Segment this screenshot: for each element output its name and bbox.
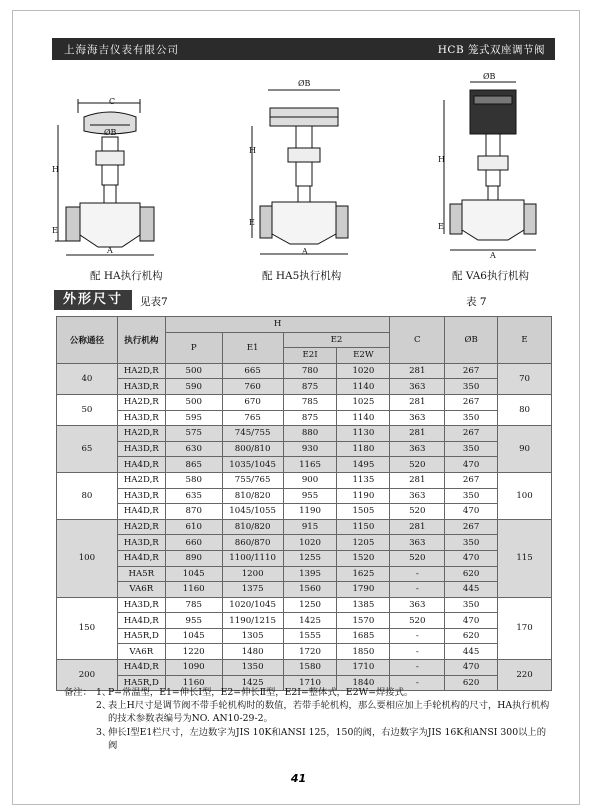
header-e1: E1 [222,332,283,363]
table-row [57,363,552,379]
cell-e2w: 1140 [337,379,390,395]
cell-e2i: 785 [283,394,337,410]
cell-b: 470 [445,613,498,629]
cell-p: 590 [165,379,222,395]
cell-e2i: 875 [283,379,337,395]
cell-e2i: 1720 [283,644,337,660]
cell-e2w: 1520 [337,550,390,566]
cell-c: 281 [390,472,445,488]
figure-caption-va6: 配 VA6执行机构 [452,270,529,282]
note-text: 伸长Ⅰ型E1栏尺寸，左边数字为JIS 10K和ANSI 125，150的阀，右边数字为JIS 16K和ANSI 300以上的阀 [108,726,547,751]
table-row [57,394,552,410]
valve-drawing-ha [52,95,167,265]
note-text: P=常温型，E1=伸长Ⅰ型，E2=伸长Ⅱ型，E2I=整体式，E2W=焊接式。 [108,687,414,698]
cell-e1: 800/810 [222,441,283,457]
cell-c: - [390,582,445,598]
cell-dn: 100 [57,519,118,597]
cell-actuator: HA2D,R [117,519,165,535]
cell-p: 575 [165,426,222,442]
table-row [57,628,552,644]
cell-e2w: 1150 [337,519,390,535]
cell-e: 100 [498,472,552,519]
cell-e2i: 1190 [283,504,337,520]
cell-b: 350 [445,535,498,551]
note-text: 表上H尺寸是调节阀不带手轮机构时的数值，若带手轮机构，那么要相应加上手轮机构的尺寸，HA执行机构的技术参数表编号为NO. AN10-29-2。 [108,700,550,725]
table-number: 表 7 [466,296,487,308]
header-dn: 公称通径 [57,317,118,364]
figure-caption-ha: 配 HA执行机构 [90,270,163,282]
cell-p: 635 [165,488,222,504]
table-row [57,472,552,488]
header-e: E [498,317,552,364]
cell-e2i: 1395 [283,566,337,582]
header-e2: E2 [283,332,390,348]
dim-label-e-ha5: E [249,218,255,227]
cell-b: 470 [445,550,498,566]
see-table-ref: 见表7 [140,296,168,308]
cell-p: 1090 [165,660,222,676]
cell-dn: 40 [57,363,118,394]
cell-e1: 1045/1055 [222,504,283,520]
cell-e1: 810/820 [222,488,283,504]
cell-b: 470 [445,504,498,520]
cell-actuator: HA4D,R [117,550,165,566]
cell-e2i: 880 [283,426,337,442]
table-row [57,566,552,582]
cell-e1: 665 [222,363,283,379]
cell-b: 267 [445,363,498,379]
cell-e1: 1480 [222,644,283,660]
cell-b: 620 [445,628,498,644]
cell-e2i: 1560 [283,582,337,598]
cell-actuator: HA3D,R [117,410,165,426]
note-number: 1、 [96,687,112,698]
cell-e2w: 1180 [337,441,390,457]
cell-b: 470 [445,457,498,473]
cell-p: 500 [165,394,222,410]
cell-b: 267 [445,426,498,442]
cell-e1: 760 [222,379,283,395]
cell-e2w: 1495 [337,457,390,473]
cell-actuator: HA3D,R [117,535,165,551]
cell-c: 281 [390,426,445,442]
cell-c: 363 [390,488,445,504]
note-number: 3、 [96,726,112,738]
cell-p: 1045 [165,566,222,582]
cell-e1: 1100/1110 [222,550,283,566]
notes [64,686,554,752]
dim-label-h: H [52,165,59,174]
cell-e: 115 [498,519,552,597]
note-item [64,699,554,725]
cell-dn: 200 [57,660,118,691]
dim-label-a-va6: A [490,251,496,260]
valve-drawing-va6 [440,70,540,265]
cell-actuator: VA6R [117,582,165,598]
cell-p: 865 [165,457,222,473]
table-row [57,410,552,426]
cell-e2w: 1140 [337,410,390,426]
cell-c: 363 [390,597,445,613]
cell-e1: 1020/1045 [222,597,283,613]
valve-drawing-ha5 [248,78,358,263]
cell-actuator: HA3D,R [117,379,165,395]
cell-c: - [390,566,445,582]
cell-b: 350 [445,441,498,457]
cell-e2w: 1570 [337,613,390,629]
table-row [57,597,552,613]
cell-e1: 1425 [222,675,283,691]
cell-c: 520 [390,457,445,473]
cell-p: 630 [165,441,222,457]
cell-b: 267 [445,519,498,535]
cell-e: 70 [498,363,552,394]
cell-actuator: HA3D,R [117,488,165,504]
cell-e2w: 1685 [337,628,390,644]
cell-c: 363 [390,535,445,551]
cell-actuator: HA2D,R [117,472,165,488]
cell-e2w: 1790 [337,582,390,598]
dim-label-b-ha5: ØB [298,79,311,88]
cell-p: 890 [165,550,222,566]
cell-e2w: 1025 [337,394,390,410]
note-item [64,726,554,752]
cell-p: 1160 [165,582,222,598]
cell-actuator: HA4D,R [117,613,165,629]
cell-p: 955 [165,613,222,629]
cell-c: 520 [390,504,445,520]
cell-b: 470 [445,660,498,676]
cell-c: - [390,660,445,676]
cell-e2i: 955 [283,488,337,504]
cell-c: 281 [390,519,445,535]
page-number: 41 [290,772,307,785]
cell-e2i: 1255 [283,550,337,566]
cell-actuator: HA4D,R [117,504,165,520]
cell-e2w: 1505 [337,504,390,520]
cell-c: 281 [390,363,445,379]
cell-actuator: HA5R [117,566,165,582]
table-row [57,441,552,457]
cell-p: 870 [165,504,222,520]
header-p: P [165,332,222,363]
cell-c: 363 [390,379,445,395]
product-title: HCB 笼式双座调节阀 [437,44,545,56]
cell-c: 363 [390,441,445,457]
cell-e2i: 780 [283,363,337,379]
table-row [57,457,552,473]
cell-c: - [390,675,445,691]
cell-p: 500 [165,363,222,379]
table-row [57,504,552,520]
cell-e1: 1305 [222,628,283,644]
cell-p: 1160 [165,675,222,691]
cell-e1: 1035/1045 [222,457,283,473]
cell-p: 580 [165,472,222,488]
cell-actuator: HA5R,D [117,628,165,644]
cell-e2w: 1710 [337,660,390,676]
cell-p: 1045 [165,628,222,644]
cell-e2i: 900 [283,472,337,488]
cell-e: 80 [498,394,552,425]
cell-actuator: HA3D,R [117,441,165,457]
cell-e2i: 915 [283,519,337,535]
table-row [57,488,552,504]
dim-label-h-va6: H [438,155,445,164]
cell-b: 267 [445,394,498,410]
cell-p: 610 [165,519,222,535]
cell-c: 520 [390,613,445,629]
notes-heading: 备注： [64,687,92,698]
cell-e2w: 1205 [337,535,390,551]
cell-actuator: HA3D,R [117,597,165,613]
cell-e: 90 [498,426,552,473]
cell-e2i: 1250 [283,597,337,613]
cell-actuator: HA2D,R [117,394,165,410]
cell-c: - [390,644,445,660]
header-c: C [390,317,445,364]
cell-b: 350 [445,410,498,426]
cell-e1: 745/755 [222,426,283,442]
table-row [57,550,552,566]
cell-e2i: 1710 [283,675,337,691]
table-row [57,582,552,598]
cell-e2i: 1425 [283,613,337,629]
note-number: 2、 [96,700,112,712]
dim-label-a-ha5: A [302,247,308,256]
figure-caption-ha5: 配 HA5执行机构 [262,270,342,282]
header-bar [52,38,555,60]
cell-e2i: 1580 [283,660,337,676]
cell-c: 281 [390,394,445,410]
cell-actuator: HA4D,R [117,660,165,676]
cell-b: 267 [445,472,498,488]
cell-e1: 1200 [222,566,283,582]
header-e2w: E2W [337,348,390,364]
cell-actuator: HA2D,R [117,426,165,442]
cell-p: 785 [165,597,222,613]
cell-dn: 65 [57,426,118,473]
cell-e1: 1190/1215 [222,613,283,629]
cell-e2w: 1840 [337,675,390,691]
cell-e1: 1350 [222,660,283,676]
cell-e: 220 [498,660,552,691]
cell-e: 170 [498,597,552,659]
cell-e1: 810/820 [222,519,283,535]
cell-dn: 150 [57,597,118,659]
company-name: 上海海吉仪表有限公司 [64,44,179,56]
cell-e1: 860/870 [222,535,283,551]
table-row [57,519,552,535]
cell-e2w: 1625 [337,566,390,582]
cell-b: 445 [445,644,498,660]
header-b: ØB [445,317,498,364]
cell-b: 445 [445,582,498,598]
cell-c: 363 [390,410,445,426]
cell-e1: 1375 [222,582,283,598]
table-row [57,379,552,395]
header-h: H [165,317,390,333]
cell-e2w: 1850 [337,644,390,660]
dim-label-c: C [109,97,116,106]
header-actuator: 执行机构 [117,317,165,364]
table-row [57,535,552,551]
cell-e2w: 1385 [337,597,390,613]
cell-p: 1220 [165,644,222,660]
cell-actuator: HA4D,R [117,457,165,473]
cell-dn: 80 [57,472,118,519]
dim-label-a: A [107,246,113,255]
cell-e1: 670 [222,394,283,410]
cell-e1: 755/765 [222,472,283,488]
section-title: 外形尺寸 [54,290,132,310]
cell-c: 520 [390,550,445,566]
cell-b: 620 [445,675,498,691]
cell-b: 350 [445,379,498,395]
cell-e1: 765 [222,410,283,426]
cell-b: 350 [445,488,498,504]
cell-e2i: 875 [283,410,337,426]
dim-label-b-va6: ØB [483,72,496,81]
cell-actuator: HA2D,R [117,363,165,379]
dim-label-h-ha5: H [249,146,256,155]
dim-label-e: E [52,226,58,235]
cell-b: 620 [445,566,498,582]
table-body [57,363,552,690]
cell-actuator: HA5R,D [117,675,165,691]
cell-e2i: 1020 [283,535,337,551]
cell-dn: 50 [57,394,118,425]
cell-e2i: 1165 [283,457,337,473]
cell-p: 660 [165,535,222,551]
dim-label-e-va6: E [438,222,444,231]
cell-e2i: 930 [283,441,337,457]
dim-label-b: ØB [104,128,117,137]
cell-e2w: 1135 [337,472,390,488]
dimensions-table [56,316,552,691]
cell-e2w: 1130 [337,426,390,442]
table-row [57,644,552,660]
table-row [57,613,552,629]
table-row [57,660,552,676]
cell-e2w: 1020 [337,363,390,379]
cell-p: 595 [165,410,222,426]
cell-e2i: 1555 [283,628,337,644]
header-e2i: E2I [283,348,337,364]
note-item [64,686,554,699]
cell-actuator: VA6R [117,644,165,660]
cell-b: 350 [445,597,498,613]
table-row [57,426,552,442]
cell-e2w: 1190 [337,488,390,504]
cell-c: - [390,628,445,644]
